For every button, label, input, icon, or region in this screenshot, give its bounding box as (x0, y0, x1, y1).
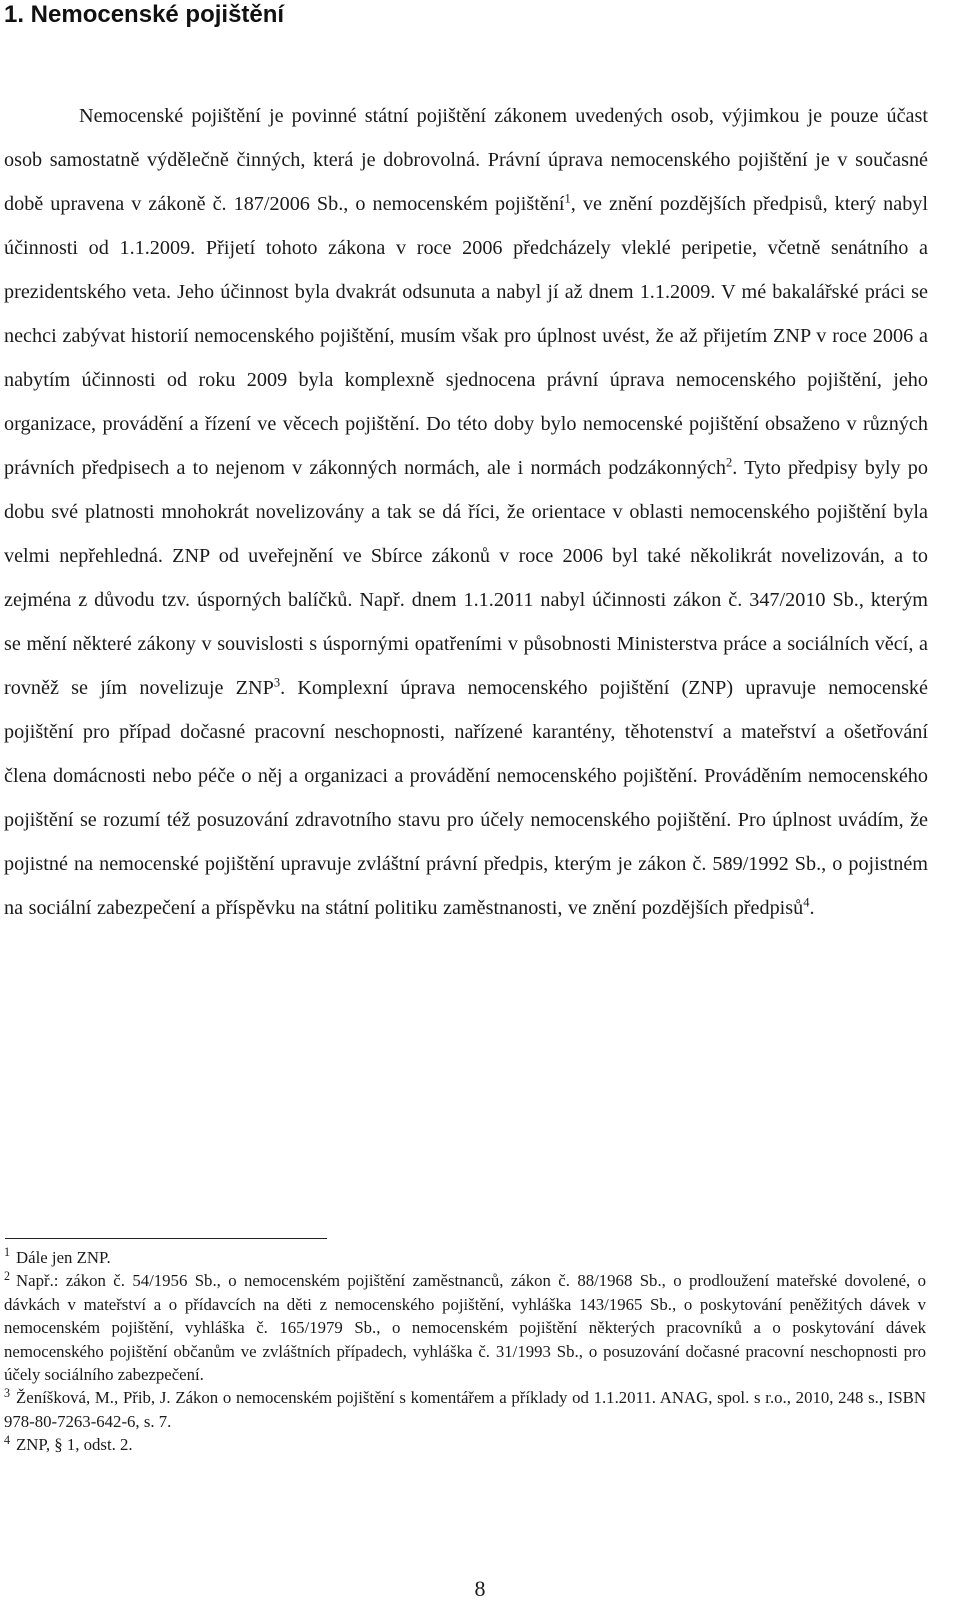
footnote-1 (4, 1246, 926, 1269)
footnote-number: 2 (4, 1268, 11, 1283)
footnote-ref-4[interactable]: 4 (803, 895, 810, 910)
footnote-number: 4 (4, 1432, 11, 1447)
body-text-part-3: . Tyto předpisy byly po dobu své platnosti mnohokrát novelizovány a tak se dá říci, že orientace v oblasti nemocenského pojištění byla velmi nepřehledná. ZNP od uveřejnění ve Sbírce zákonů v roce 2006 byl také několikrát novelizován, a to zejména z důvodu tzv. úsporných balíčků. Např. dnem 1.1.2011 nabyl účinnosti zákon č. 347/2010 Sb., kterým se mění některé zákony v souvislosti s úspornými opatřeními v působnosti Ministerstva práce a sociálních věcí, a rovněž se jím novelizuje ZNP (4, 457, 928, 699)
footnote-3 (4, 1386, 926, 1433)
page-number: 8 (474, 1576, 486, 1601)
body-text-part-5: . (809, 897, 815, 919)
footnote-text: ZNP, § 1, odst. 2. (16, 1435, 133, 1455)
body-text-part-2: , ve znění pozdějších předpisů, který nabyl účinnosti od 1.1.2009. Přijetí tohoto zákona v roce 2006 předcházely vleklé peripetie, včetně senátního a prezidentského veta. Jeho účinnost byla dvakrát odsunuta a nabyl jí až dnem 1.1.2009. V mé bakalářské práci se nechci zabývat historií nemocenského pojištění, musím však pro úplnost uvést, že až přijetím ZNP v roce 2006 a nabytím účinnosti od roku 2009 byla komplexně sjednocena právní úprava nemocenského pojištění, jeho organizace, provádění a řízení ve věcech pojištění. Do této doby bylo nemocenské pojištění obsaženo v různých právních předpisech a to nejenom v zákonných normách, ale i normách podzákonných (4, 193, 929, 479)
footnote-separator (5, 1238, 327, 1239)
footnote-ref-3[interactable]: 3 (273, 675, 281, 690)
body-paragraph (4, 94, 928, 930)
footnote-text: Např.: zákon č. 54/1956 Sb., o nemocenském pojištění zaměstnanců, zákon č. 88/1968 Sb., o prodloužení mateřské dovolené, o dávkách v mateřství a o přídavcích na děti z nemocenského pojištění, vyhláška 143/1965 Sb., o poskytování peněžitých dávek v nemocenském pojištění, vyhláška č. 165/1979 Sb., o nemocenském pojištění některých pracovníků a o poskytování dávek nemocenského pojištění občanům ve zvláštních případech, vyhláška č. 31/1993 Sb., o posuzování dočasné pracovní neschopnosti pro účely sociálního zabezpečení. (4, 1271, 926, 1385)
footnotes (4, 1246, 926, 1457)
footnote-4 (4, 1433, 926, 1456)
body-text-part-1: Nemocenské pojištění je povinné státní pojištění zákonem uvedených osob, výjimkou je pouze účast osob samostatně výdělečně činných, která je dobrovolná. Právní úprava nemocenského pojištění je v současné době upravena v zákoně č. 187/2006 Sb., o nemocenském pojištění (4, 105, 928, 215)
footnote-text: Ženíšková, M., Přib, J. Zákon o nemocenském pojištění s komentářem a příklady od 1.1.2011. ANAG, spol. s r.o., 2010, 248 s., ISBN 978-80-7263-642-6, s. 7. (4, 1388, 926, 1431)
footnote-ref-2[interactable]: 2 (725, 455, 733, 470)
footnote-number: 3 (4, 1385, 11, 1400)
body-text-part-4: . Komplexní úprava nemocenského pojištění (ZNP) upravuje nemocenské pojištění pro případ dočasné pracovní neschopnosti, nařízené karantény, těhotenství a mateřství a ošetřování člena domácnosti nebo péče o něj a organizaci a provádění nemocenského pojištění. Prováděním nemocenského pojištění se rozumí též posuzování zdravotního stavu pro účely nemocenského pojištění. Pro úplnost uvádím, že pojistné na nemocenské pojištění upravuje zvláštní právní předpis, kterým je zákon č. 589/1992 Sb., o pojistném na sociální zabezpečení a příspěvku na státní politiku zaměstnanosti, ve znění pozdějších předpisů (4, 677, 928, 919)
footnote-2 (4, 1269, 926, 1386)
footnote-text: Dále jen ZNP. (16, 1248, 111, 1267)
footnote-ref-1[interactable]: 1 (564, 191, 571, 206)
footnote-number: 1 (4, 1245, 11, 1260)
section-heading: 1. Nemocenské pojištění (4, 1, 285, 28)
